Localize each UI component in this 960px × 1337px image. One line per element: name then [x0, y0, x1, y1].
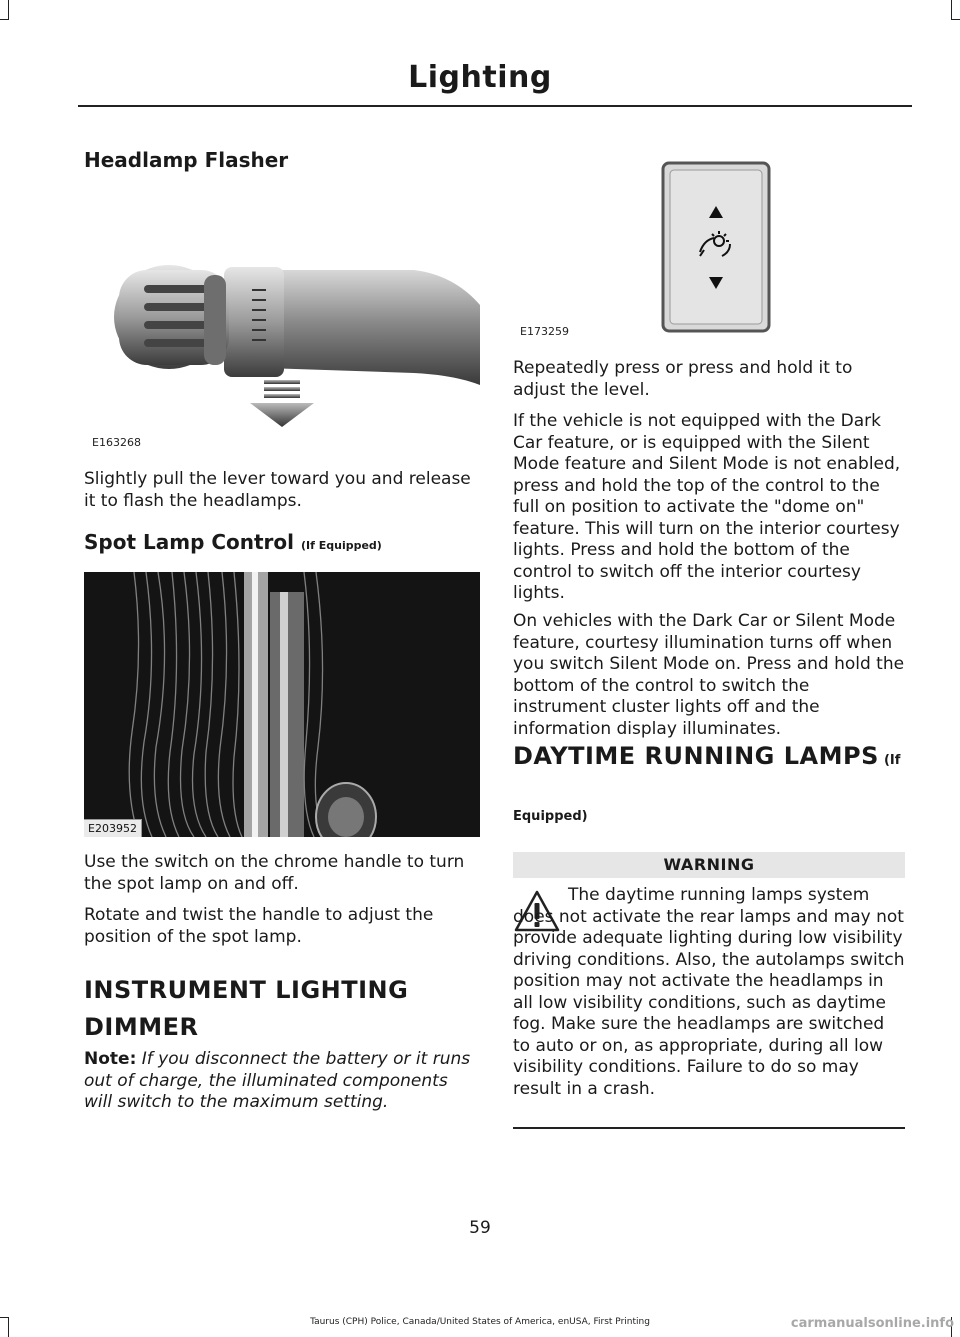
crop-mark-tr-v [951, 0, 952, 20]
headlamp-lever-illustration [84, 255, 480, 455]
spot-lamp-text-1: Use the switch on the chrome handle to turn the spot lamp on and off. [84, 852, 465, 894]
dimmer-text-3: On vehicles with the Dark Car or Silent Mode feature, courtesy illumination turns off when you switch Silent Mode on. Press and hold the bottom of the control to switch the instrument cluster lights off and the information display illuminates. [513, 611, 905, 739]
drl-heading-text: DAYTIME RUNNING LAMPS [513, 742, 879, 770]
instrument-dimmer-heading-line1: INSTRUMENT LIGHTING [84, 976, 409, 1004]
instrument-dimmer-heading-line2: DIMMER [84, 1013, 199, 1041]
header-divider [78, 105, 912, 107]
note-label: Note: [84, 1049, 137, 1069]
instrument-dimmer-heading [84, 974, 480, 1043]
spot-lamp-text-2: Rotate and twist the handle to adjust the position of the spot lamp. [84, 905, 434, 947]
spot-lamp-heading-text: Spot Lamp Control [84, 530, 295, 554]
watermark: carmanualsonline.info [790, 1316, 954, 1331]
spot-lamp-heading [84, 530, 480, 554]
warning-bottom-rule [513, 1127, 905, 1129]
warning-text: The daytime running lamps system does not activate the rear lamps and may not provide adequate lighting during low visibility driving conditions. Also, the autolamps switch position may not activate the headlamps in all low visibility conditions, such as daytime fog. Make sure the headlamps are switched to auto or on, as appropriate, during all low visibility conditions. Failure to do so may result in a crash. [513, 885, 905, 1099]
figure-label-e203952: E203952 [84, 819, 142, 837]
page-title: Lighting [408, 60, 552, 95]
crop-mark-tl-h [0, 19, 9, 20]
footer-text: Taurus (CPH) Police, Canada/United States of America, enUSA, First Printing [310, 1317, 650, 1327]
note-text: If you disconnect the battery or it runs out of charge, the illuminated components will switch to the maximum setting. [84, 1049, 471, 1112]
warning-banner: WARNING [513, 852, 905, 878]
drl-heading [513, 740, 905, 772]
figure-label-e173259: E173259 [520, 325, 569, 338]
spot-lamp-photo [84, 572, 480, 837]
dimmer-switch-illustration [660, 160, 772, 334]
spot-lamp-photo-image [84, 572, 480, 837]
page-number: 59 [469, 1218, 491, 1238]
spot-lamp-heading-suffix: (If Equipped) [301, 539, 382, 552]
crop-mark-tr-h [951, 19, 960, 20]
headlamp-flasher-heading: Headlamp Flasher [84, 148, 289, 172]
drl-heading-suffix-2: Equipped) [513, 809, 588, 824]
dimmer-text-2: If the vehicle is not equipped with the Dark Car feature, or is equipped with the Silent Mode feature and Silent Mode is not enabled, press and hold the top of the control to the full on position to activate the "dome on" feature. This will turn on the interior courtesy lights. Press and hold the bottom of the control to switch off the interior courtesy lights. [513, 411, 901, 603]
drl-heading-suffix-1: (If [883, 753, 901, 768]
figure-label-e163268: E163268 [92, 436, 141, 449]
dimmer-text-1: Repeatedly press or press and hold it to adjust the level. [513, 358, 853, 400]
instrument-dimmer-note [84, 1049, 480, 1114]
crop-mark-tl-v [8, 0, 9, 20]
headlamp-flasher-text: Slightly pull the lever toward you and release it to flash the headlamps. [84, 469, 471, 511]
